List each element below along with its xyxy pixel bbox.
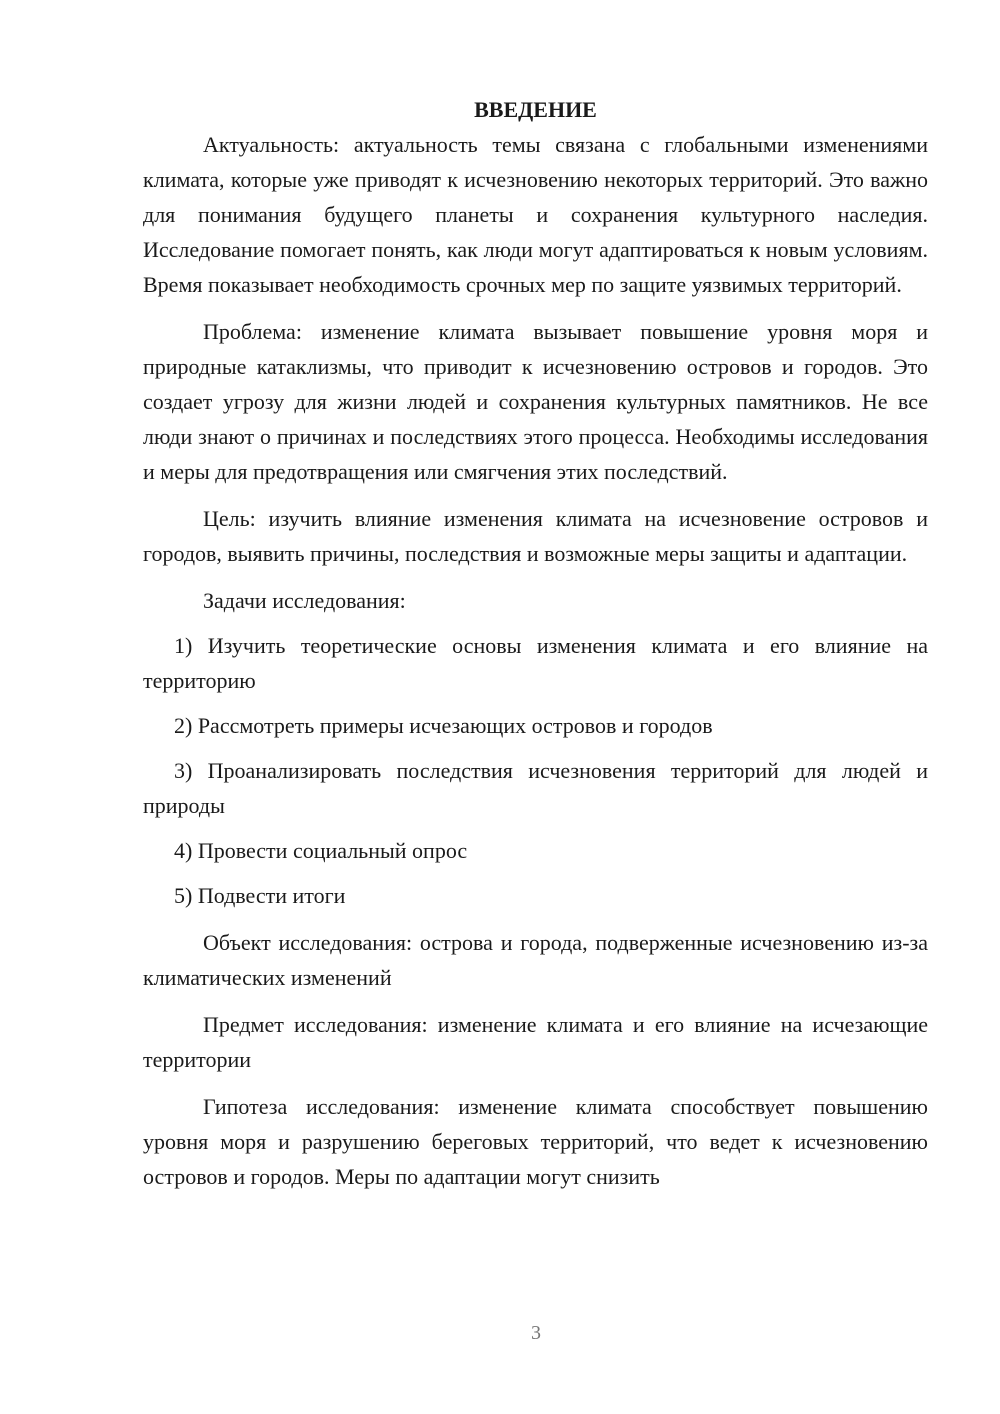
object-paragraph: Объект исследования: острова и города, подверженные исчезновению из-за климатических изменений [143, 930, 928, 990]
tasks-list [143, 628, 928, 913]
list-item: 3) Проанализировать последствия исчезновения территорий для людей и природы [143, 758, 928, 818]
tasks-intro: Задачи исследования: [203, 588, 406, 613]
document-page [143, 92, 928, 1194]
page-title: ВВЕДЕНИЕ [474, 97, 597, 122]
page-number: 3 [531, 1322, 541, 1344]
goal-paragraph: Цель: изучить влияние изменения климата на исчезновение островов и городов, выявить причины, последствия и возможные меры защиты и адаптации. [143, 506, 928, 566]
subject-paragraph: Предмет исследования: изменение климата и его влияние на исчезающие территории [143, 1012, 928, 1072]
problem-paragraph: Проблема: изменение климата вызывает повышение уровня моря и природные катаклизмы, что приводит к исчезновению островов и городов. Это создает угрозу для жизни людей и сохранения культурных памятников. Не все люди знают о причинах и последствиях этого процесса. Необходимы исследования и меры для предотвращения или смягчения этих последствий. [143, 319, 928, 484]
list-item: 4) Провести социальный опрос [174, 838, 468, 863]
relevance-paragraph: Актуальность: актуальность темы связана с глобальными изменениями климата, которые уже приводят к исчезновению некоторых территорий. Это важно для понимания будущего планеты и сохранения культурного наследия. Исследование помогает понять, как люди могут адаптироваться к новым условиям. Время показывает необходимость срочных мер по защите уязвимых территорий. [143, 132, 928, 297]
list-item: 1) Изучить теоретические основы изменения климата и его влияние на территорию [143, 633, 928, 693]
hypothesis-paragraph: Гипотеза исследования: изменение климата способствует повышению уровня моря и разрушению береговых территорий, что ведет к исчезновению островов и городов. Меры по адаптации могут снизить [143, 1094, 928, 1189]
list-item: 2) Рассмотреть примеры исчезающих островов и городов [174, 713, 713, 738]
list-item: 5) Подвести итоги [174, 883, 346, 908]
